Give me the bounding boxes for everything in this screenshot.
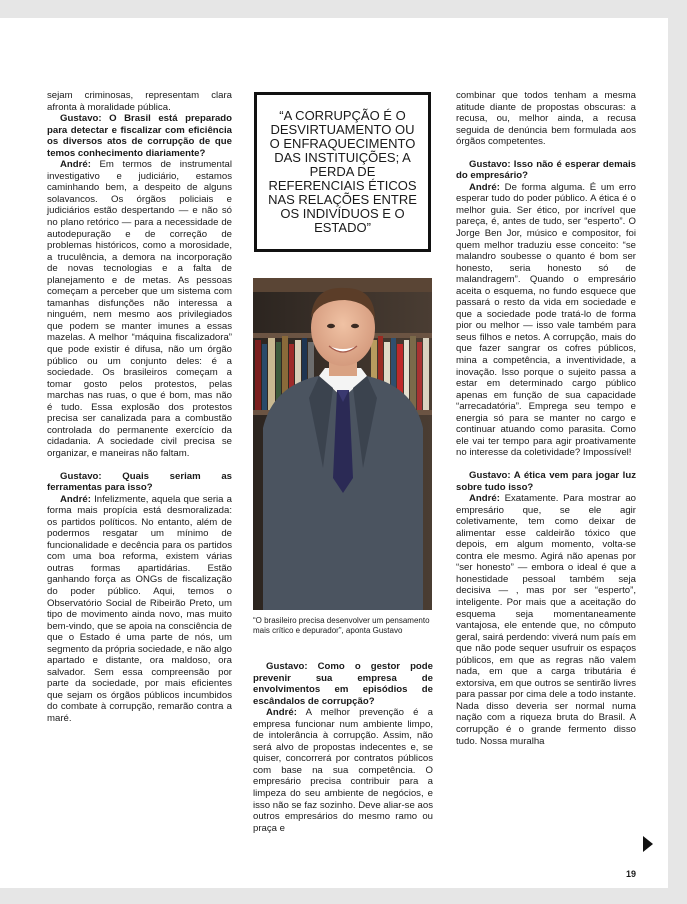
speaker-label: André: [469,181,500,193]
speaker-label: André: [469,493,500,505]
paragraph: sejam criminosas, representam clara afronta à moralidade pública. [47,90,232,113]
continue-arrow-icon [643,836,653,852]
photo-caption: “O brasileiro precisa desenvolver um pensamento mais crítico e depurador”, aponta Gustavo [253,616,430,635]
interview-question: Gustavo: A ética vem para jogar luz sobre tudo isso? [456,469,636,493]
text-column-left [47,90,232,725]
interview-answer: André: De forma alguma. É um erro esperar tudo do poder público. A ética é o melhor guia. Ser ético, por incrível que pareça, é, antes de tudo, ser “esperto”. O Jorge Ben Jor, músico e compositor, foi quem melhor traduziu esse conceito: “se malandro soubesse o quanto é bom ser honesto, seria honesto só de malandragem”. Quando o empresário aceita o esquema, no fundo esquece que passará o resto da vida em sociedade e que a sociedade pode tratá-lo de forma pior ou melhor — isso vale também para seus filhos e netos. A corrupção, mais do que fazer sangrar os cofres públicos, mina a competência, a inventividade, a inovação. Isso porque o sujeito passa a estar em determinado cargo público apenas em função de sua capacidade “arrecadatória”. Emprega seu tempo e energia só para se manter no cargo e continuar atuando como parasita. Como ele vai ter tempo para agir proativamente no interesse da coletividade? Impossível! [456,181,636,459]
page-number: 19 [626,869,637,879]
pull-quote [254,92,431,252]
pull-quote-text: “A CORRUPÇÃO É O DESVIRTUAMENTO OU O ENFRAQUECIMENTO DAS INSTITUIÇÕES; A PERDA DE REFERENCIAIS ÉTICOS NAS RELAÇÕES ENTRE OS INDIVÍDUOS E O ESTADO” [268,108,417,235]
text-column-right [456,90,636,747]
interview-question: Gustavo: Isso não é esperar demais do empresário? [456,158,636,182]
interview-answer: André: Em termos de instrumental investigativo e judiciário, estamos caminhando bem, a despeito de alguns solavancos. Os órgãos policiais e judiciários estão despertando — e não só no plano retórico — para a necessidade de autodepuração e de correção de problemas históricos, como a morosidade, a truculência, a demora na incorporação de novas tecnologias e a falta de planejamento e de metas. As pessoas começam a perceber que um sistema com tamanhas disfunções não interessa a ninguém, nem mesmo aos privilegiados que podem se manter imunes a essas mazelas. A melhor “máquina fiscalizadora” que pode existir é difusa, não um órgão público ou um conjunto deles: é a sociedade. Os brasileiros começam a tomar gosto pelos protestos, pelas marchas nas ruas, o que é bom, mas não é tudo. Essa explosão dos protestos precisa ser canalizada para a combustão controlada do permanente exercício da cidadania. A sociedade civil precisa se organizar, e maneiras não faltam. [47,159,232,459]
interview-answer: André: A melhor prevenção é a empresa funcionar num ambiente limpo, de intolerância à corrupção. Assim, não será alvo de propostas indecentes e, se quiser, concorrerá por contratos públicos com base na sua competência. O empresário precisa contribuir para a limpeza do seu ambiente de negócios, e isso não se faz sozinho. Deve aliar-se aos outros empresários do mesmo ramo ou praça e [253,707,433,834]
text-column-middle [253,661,433,834]
interview-answer: André: Infelizmente, aquela que seria a forma mais propícia está desmoralizada: os partidos políticos. No entanto, além de podermos resgatar um mínimo de funcionalidade e decência para os partidos com uma boa reforma, existem várias outras formas apartidárias. Estão ganhando força as ONGs de fiscalização do poder público. Aqui, temos o Observatório Social de Ribeirão Preto, um tipo de movimento ainda novo, mas muito bem-vindo, que se apoia na consciência de que o Estado é uma parte de nós, um segmento da própria sociedade, e não algo apartado e distante, ora maldoso, ora salvador. Sem essa compreensão por parte da sociedade, por mais eficientes que sejam os órgãos públicos incumbidos do combate à corrupção, remarão contra a maré. [47,493,232,724]
paragraph: combinar que todos tenham a mesma atitude diante de propostas obscuras: a recusa, ou, melhor ainda, a recusa seguida de denúncia bem formulada aos órgãos competentes. [456,90,636,148]
speaker-label: André: [266,707,297,719]
interview-question: Gustavo: O Brasil está preparado para detectar e fiscalizar com eficiência os diversos atos de corrupção de que temos conhecimento diariamente? [47,113,232,159]
interview-question: Gustavo: Como o gestor pode prevenir sua empresa de envolvimentos em episódios de escândalos de corrupção? [253,661,433,707]
speaker-label: André: [60,159,91,171]
interview-answer: André: Exatamente. Para mostrar ao empresário que, se ele agir coletivamente, tem como deixar de alimentar esse caldeirão tóxico que depois, em algum momento, volta-se contra ele mesmo. Agirá não apenas por “ser honesto” — embora o ideal é que a honestidade pessoal também seja decisiva — , mas por ser “esperto”, inteligente. Por mais que a aceitação do esquema seja momentaneamente vantajosa, ele entende que, no cômputo geral, sairá perdendo: viverá num país em que não pode sequer usufruir os espaços públicos, em que as regras não valem nada, em que a carga tributária é extorsiva, em que outros se sentirão livres para passar por cima dele a todo instante. Nada disso deveria ser normal numa nação com a riqueza bruta do Brasil. A corrupção é o grande fermento disso tudo. Nossa muralha [456,493,636,747]
speaker-label: André: [60,493,91,505]
portrait-photo [253,278,432,610]
portrait-illustration [253,278,432,610]
interview-question: Gustavo: Quais seriam as ferramentas para isso? [47,470,232,494]
